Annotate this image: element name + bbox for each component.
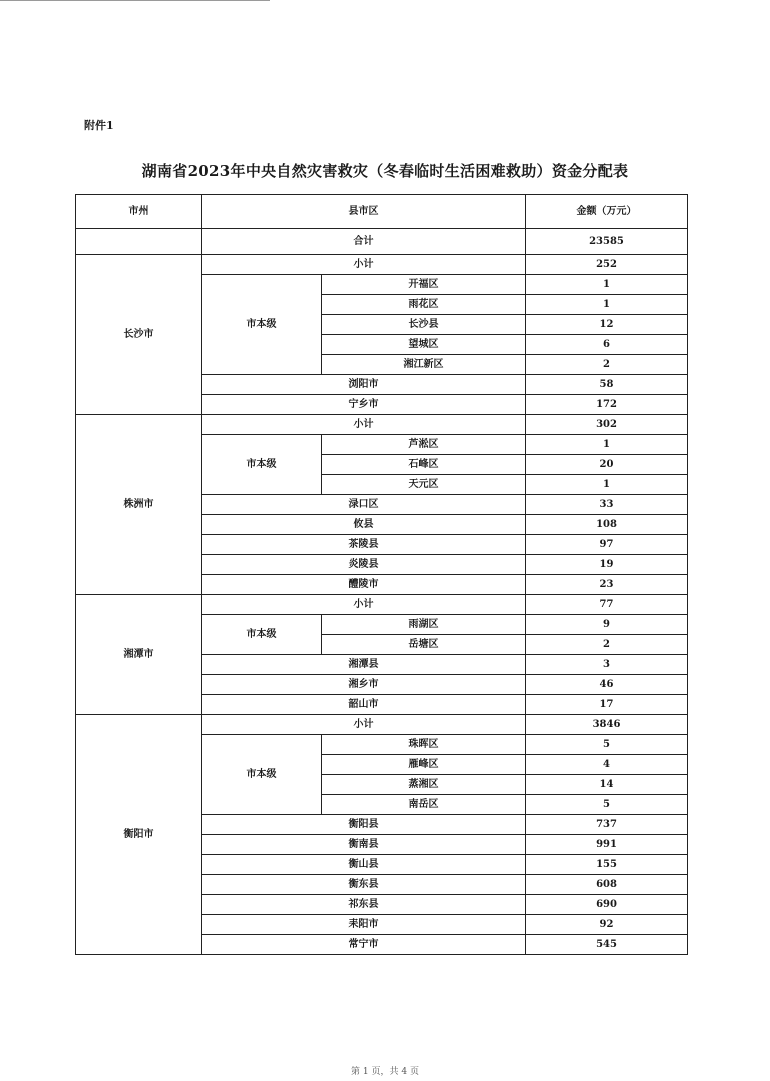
county-name: 浏阳市 xyxy=(202,375,526,395)
subtotal-row xyxy=(76,595,688,615)
city-name-cell: 株洲市 xyxy=(76,415,202,595)
county-name: 渌口区 xyxy=(202,495,526,515)
allocation-table xyxy=(75,194,688,955)
district-name: 珠晖区 xyxy=(322,735,526,755)
county-name: 衡东县 xyxy=(202,875,526,895)
county-name: 茶陵县 xyxy=(202,535,526,555)
district-name: 望城区 xyxy=(322,335,526,355)
district-amount: 1 xyxy=(526,475,688,495)
city-name-cell: 长沙市 xyxy=(76,255,202,415)
district-name: 石峰区 xyxy=(322,455,526,475)
subtotal-row xyxy=(76,255,688,275)
county-amount: 608 xyxy=(526,875,688,895)
total-amount: 23585 xyxy=(526,229,688,255)
district-name: 岳塘区 xyxy=(322,635,526,655)
county-amount: 690 xyxy=(526,895,688,915)
header-county: 县市区 xyxy=(202,195,526,229)
subtotal-amount: 302 xyxy=(526,415,688,435)
total-row xyxy=(76,229,688,255)
county-name: 韶山市 xyxy=(202,695,526,715)
county-amount: 46 xyxy=(526,675,688,695)
city-name-cell: 湘潭市 xyxy=(76,595,202,715)
subtotal-label: 小计 xyxy=(202,415,526,435)
district-name: 芦淞区 xyxy=(322,435,526,455)
district-amount: 9 xyxy=(526,615,688,635)
county-amount: 33 xyxy=(526,495,688,515)
county-amount: 17 xyxy=(526,695,688,715)
county-amount: 991 xyxy=(526,835,688,855)
district-name: 天元区 xyxy=(322,475,526,495)
city-level-label: 市本级 xyxy=(202,615,322,655)
subtotal-amount: 77 xyxy=(526,595,688,615)
district-name: 蒸湘区 xyxy=(322,775,526,795)
county-amount: 97 xyxy=(526,535,688,555)
county-name: 宁乡市 xyxy=(202,395,526,415)
county-amount: 92 xyxy=(526,915,688,935)
county-name: 湘乡市 xyxy=(202,675,526,695)
county-name: 攸县 xyxy=(202,515,526,535)
county-name: 醴陵市 xyxy=(202,575,526,595)
district-amount: 20 xyxy=(526,455,688,475)
scan-edge-line xyxy=(0,0,270,1)
district-amount: 2 xyxy=(526,635,688,655)
city-level-label: 市本级 xyxy=(202,275,322,375)
page-title: 湖南省2023年中央自然灾害救灾（冬春临时生活困难救助）资金分配表 xyxy=(141,162,629,180)
county-amount: 19 xyxy=(526,555,688,575)
county-amount: 23 xyxy=(526,575,688,595)
district-name: 开福区 xyxy=(322,275,526,295)
header-amount: 金额（万元） xyxy=(526,195,688,229)
district-amount: 2 xyxy=(526,355,688,375)
district-amount: 14 xyxy=(526,775,688,795)
county-amount: 58 xyxy=(526,375,688,395)
subtotal-row xyxy=(76,415,688,435)
county-name: 湘潭县 xyxy=(202,655,526,675)
district-amount: 1 xyxy=(526,295,688,315)
district-amount: 1 xyxy=(526,275,688,295)
total-city-cell xyxy=(76,229,202,255)
subtotal-label: 小计 xyxy=(202,255,526,275)
county-amount: 737 xyxy=(526,815,688,835)
city-level-label: 市本级 xyxy=(202,735,322,815)
district-amount: 6 xyxy=(526,335,688,355)
district-amount: 5 xyxy=(526,795,688,815)
district-name: 雁峰区 xyxy=(322,755,526,775)
district-amount: 4 xyxy=(526,755,688,775)
county-amount: 545 xyxy=(526,935,688,955)
city-level-label: 市本级 xyxy=(202,435,322,495)
county-name: 衡山县 xyxy=(202,855,526,875)
header-city: 市州 xyxy=(76,195,202,229)
county-name: 衡南县 xyxy=(202,835,526,855)
subtotal-label: 小计 xyxy=(202,715,526,735)
subtotal-row xyxy=(76,715,688,735)
county-name: 常宁市 xyxy=(202,935,526,955)
district-amount: 5 xyxy=(526,735,688,755)
attachment-label: 附件1 xyxy=(84,119,114,132)
county-amount: 155 xyxy=(526,855,688,875)
county-name: 耒阳市 xyxy=(202,915,526,935)
district-name: 南岳区 xyxy=(322,795,526,815)
county-amount: 108 xyxy=(526,515,688,535)
page-footer: 第 1 页，共 4 页 xyxy=(351,1067,419,1077)
district-amount: 12 xyxy=(526,315,688,335)
district-name: 雨湖区 xyxy=(322,615,526,635)
district-amount: 1 xyxy=(526,435,688,455)
county-amount: 3 xyxy=(526,655,688,675)
table-header-row xyxy=(76,195,688,229)
city-name-cell: 衡阳市 xyxy=(76,715,202,955)
county-name: 祁东县 xyxy=(202,895,526,915)
total-label: 合计 xyxy=(202,229,526,255)
district-name: 长沙县 xyxy=(322,315,526,335)
subtotal-amount: 3846 xyxy=(526,715,688,735)
subtotal-label: 小计 xyxy=(202,595,526,615)
district-name: 湘江新区 xyxy=(322,355,526,375)
subtotal-amount: 252 xyxy=(526,255,688,275)
district-name: 雨花区 xyxy=(322,295,526,315)
county-amount: 172 xyxy=(526,395,688,415)
county-name: 炎陵县 xyxy=(202,555,526,575)
county-name: 衡阳县 xyxy=(202,815,526,835)
